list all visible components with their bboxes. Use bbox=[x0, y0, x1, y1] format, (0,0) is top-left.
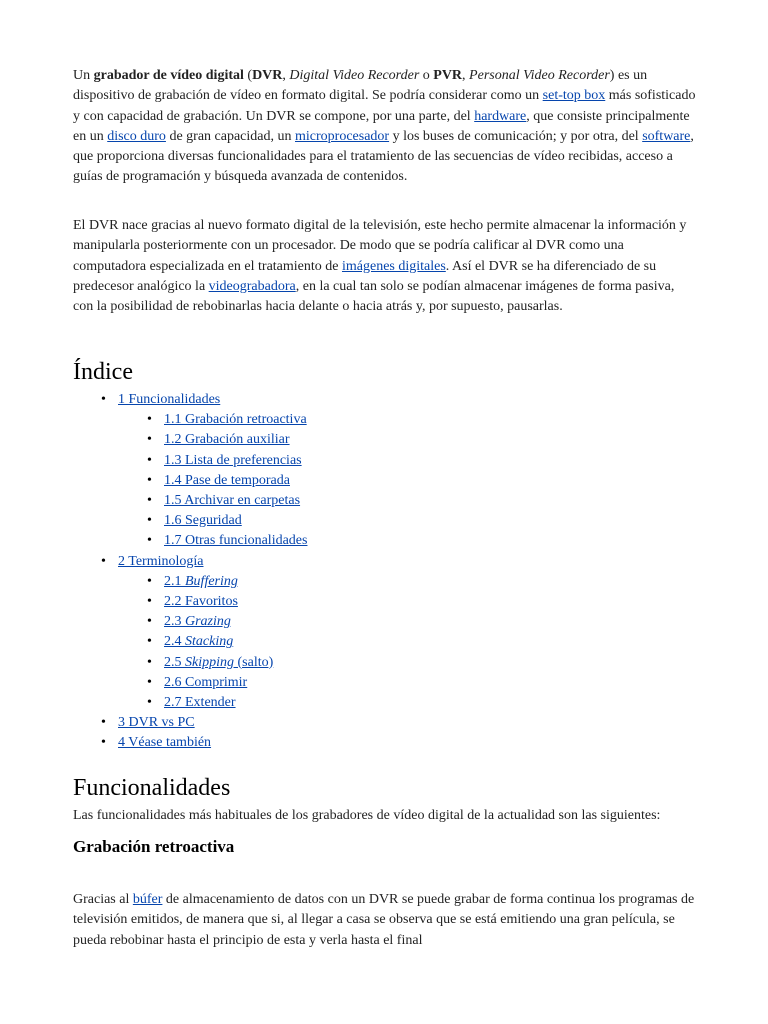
link-videograbadora[interactable]: videograbadora bbox=[208, 278, 296, 294]
toc-link[interactable]: 4 Véase también bbox=[118, 735, 212, 751]
toc-item bbox=[101, 713, 195, 733]
toc-item bbox=[147, 632, 234, 652]
toc-link[interactable] bbox=[164, 634, 233, 649]
bullet-icon: • bbox=[147, 493, 152, 508]
toc-link-label: Skipping bbox=[185, 654, 234, 670]
link-imagenes-digitales[interactable]: imágenes digitales bbox=[341, 258, 446, 274]
toc-link[interactable]: 1 Funcionalidades bbox=[118, 392, 221, 407]
link-software[interactable]: software bbox=[642, 128, 691, 144]
toc-link-number: 2.4 bbox=[164, 634, 185, 650]
toc-heading: Índice bbox=[73, 359, 133, 385]
toc-link-label: Stacking bbox=[185, 634, 234, 650]
toc-item bbox=[147, 693, 236, 713]
text: , bbox=[282, 68, 290, 83]
toc-link-suffix: (salto) bbox=[234, 654, 274, 670]
link-set-top-box[interactable]: set-top box bbox=[542, 88, 606, 104]
toc-item bbox=[147, 531, 308, 551]
history-paragraph bbox=[73, 216, 698, 317]
bullet-icon: • bbox=[147, 654, 152, 670]
term-italic: Digital Video Recorder bbox=[289, 68, 420, 83]
text: ) es un dispositivo de grabación de vídeo en formato digital. Se podría considerar como un bbox=[73, 68, 648, 104]
text: , que proporciona diversas funcionalidades para el tratamiento de las secuencias de vídeo recibidas, acceso a guías de programación y búsqueda avanzada de contenidos. bbox=[73, 128, 694, 185]
toc-item bbox=[147, 410, 307, 430]
toc-link[interactable]: 2 Terminología bbox=[118, 553, 204, 569]
toc-item bbox=[147, 653, 274, 673]
toc-link-number: 2.1 bbox=[164, 573, 185, 589]
text: , en la cual tan solo se podían almacenar imágenes de forma pasiva, con la posibilidad de rebobinarlas hacia delante o hacia atrás y, por supuesto, pausarlas. bbox=[73, 278, 675, 315]
toc-link[interactable]: 2.2 Favoritos bbox=[164, 594, 238, 609]
funcionalidades-intro: Las funcionalidades más habituales de los grabadores de vídeo digital de la actualidad son las siguientes: bbox=[73, 808, 661, 823]
bullet-icon: • bbox=[101, 715, 106, 731]
term-bold: DVR bbox=[252, 68, 283, 83]
toc-item bbox=[147, 430, 290, 450]
toc-link[interactable]: 2.7 Extender bbox=[164, 695, 236, 710]
bullet-icon: • bbox=[147, 614, 152, 630]
toc-link[interactable]: 1.4 Pase de temporada bbox=[164, 472, 290, 488]
toc-item bbox=[147, 612, 231, 632]
bullet-icon: • bbox=[147, 533, 152, 549]
toc-link[interactable]: 1.2 Grabación auxiliar bbox=[164, 432, 290, 448]
text: más sofisticado y con capacidad de grabación. Un DVR se compone, por una parte, del bbox=[73, 88, 696, 124]
text: , que consiste principalmente en un bbox=[73, 108, 690, 144]
toc-item bbox=[147, 451, 302, 471]
term-bold: PVR bbox=[433, 68, 463, 83]
toc-link[interactable]: 2.6 Comprimir bbox=[164, 674, 248, 690]
text: , bbox=[462, 68, 470, 83]
bullet-icon: • bbox=[147, 674, 152, 690]
text: Un bbox=[73, 68, 94, 83]
bullet-icon: • bbox=[147, 452, 152, 468]
toc-link-number: 2.5 bbox=[164, 654, 185, 670]
link-microprocesador[interactable]: microprocesador bbox=[295, 128, 390, 144]
toc-link[interactable] bbox=[164, 574, 238, 589]
toc-link[interactable]: 1.3 Lista de preferencias bbox=[164, 452, 302, 468]
toc-item bbox=[147, 491, 301, 511]
bullet-icon: • bbox=[147, 573, 152, 589]
intro-paragraph bbox=[73, 66, 698, 188]
bullet-icon: • bbox=[147, 472, 152, 488]
link-disco-duro[interactable]: disco duro bbox=[107, 128, 166, 144]
toc-item bbox=[101, 552, 204, 572]
text: El DVR nace gracias al nuevo formato digital de la televisión, este hecho permite almacenar la información y manipularla posteriormente con un procesador. De modo que se podría calificar al DVR como una computadora especializada en el tratamiento de bbox=[73, 218, 687, 274]
toc-link[interactable]: 1.7 Otras funcionalidades bbox=[164, 533, 308, 549]
text: de gran capacidad, un bbox=[165, 128, 295, 144]
toc-link[interactable]: 1.6 Seguridad bbox=[164, 513, 242, 529]
toc-item bbox=[147, 673, 248, 693]
grabacion-paragraph bbox=[73, 890, 698, 951]
bullet-icon: • bbox=[101, 735, 106, 751]
toc-link[interactable] bbox=[164, 614, 231, 629]
toc-link[interactable]: 3 DVR vs PC bbox=[118, 715, 195, 731]
bullet-icon: • bbox=[101, 392, 106, 407]
toc-link-number: 2.3 bbox=[164, 614, 185, 630]
bullet-icon: • bbox=[147, 432, 152, 448]
text: y los buses de comunicación; y por otra, del bbox=[389, 128, 643, 144]
link-hardware[interactable]: hardware bbox=[474, 108, 527, 124]
toc-item bbox=[147, 471, 290, 491]
toc-link[interactable]: 1.1 Grabación retroactiva bbox=[164, 412, 307, 428]
text: . Así el DVR se ha diferenciado de su predecesor analógico la bbox=[73, 258, 657, 294]
text: de almacenamiento de datos con un DVR se puede grabar de forma continua los programas de televisión emitidos, de manera que si, al llegar a casa se observa que se está emitiendo una gran película, se pueda rebobinar hasta el principio de esta y verla hasta el final bbox=[73, 892, 695, 948]
bullet-icon: • bbox=[147, 594, 152, 609]
bullet-icon: • bbox=[147, 513, 152, 529]
text: ( bbox=[243, 68, 253, 83]
toc-link-label: Grazing bbox=[185, 614, 231, 630]
text: o bbox=[419, 68, 434, 83]
section-heading-grabacion-retroactiva: Grabación retroactiva bbox=[73, 837, 235, 856]
toc-item bbox=[101, 390, 221, 410]
bullet-icon: • bbox=[147, 695, 152, 710]
toc-item bbox=[147, 511, 242, 531]
toc-link[interactable]: 1.5 Archivar en carpetas bbox=[164, 493, 301, 508]
text: Gracias al bbox=[73, 892, 133, 907]
toc-link-label: Buffering bbox=[185, 573, 238, 589]
toc-item bbox=[101, 733, 212, 753]
term-bold: grabador de vídeo digital bbox=[93, 68, 244, 83]
bullet-icon: • bbox=[147, 412, 152, 428]
link-bufer[interactable]: búfer bbox=[132, 892, 163, 907]
bullet-icon: • bbox=[147, 634, 152, 650]
toc-item bbox=[147, 592, 238, 612]
bullet-icon: • bbox=[101, 553, 106, 569]
toc-item bbox=[147, 572, 238, 592]
toc-link[interactable] bbox=[164, 655, 273, 670]
term-italic: Personal Video Recorder bbox=[469, 68, 610, 83]
section-heading-funcionalidades: Funcionalidades bbox=[73, 775, 231, 801]
